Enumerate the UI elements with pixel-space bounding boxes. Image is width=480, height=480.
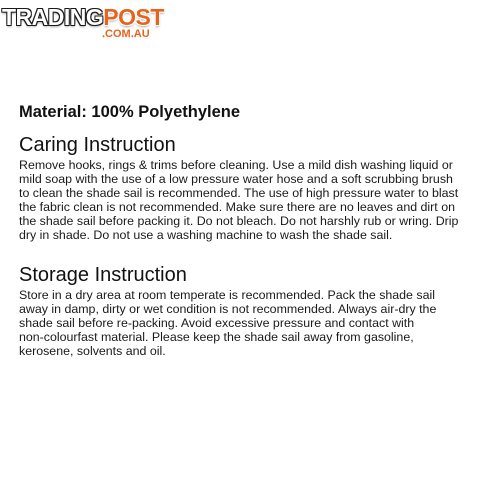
caring-line: Remove hooks, rings & trims before cleaning. Use a mild dish washing liquid or [19,158,453,172]
tradingpost-logo [2,4,172,44]
storage-section [19,264,469,359]
caring-line: dry in shade. Do not use a washing machine to wash the shade sail. [19,227,393,242]
storage-line: shade sail before re-packing. Avoid excessive pressure and contact with [19,316,415,331]
caring-line: mild soap with the use of a low pressure water hose and a soft scrubbing brush [19,171,453,186]
logo-post-text: POST [103,4,164,30]
instructions-content [19,102,469,359]
caring-title: Caring Instruction [19,134,176,156]
caring-line: the fabric clean is not recommended. Make sure there are no leaves and dirt on [19,199,455,214]
storage-line: away in damp, dirty or wet condition is not recommended. Always air-dry the [19,302,437,317]
caring-line: the shade sail before packing it. Do not bleach. Do not harshly rub or wring. Drip [19,213,459,228]
storage-line: Store in a dry area at room temperate is recommended. Pack the shade sail [19,288,435,303]
logo-wordmark [2,4,164,30]
storage-line: non-colourfast material. Please keep the shade sail away from gasoline, [19,330,414,345]
storage-line: kerosene, solvents and oil. [19,344,166,359]
caring-paragraph [19,159,469,242]
caring-section [19,134,469,242]
storage-paragraph [19,289,469,359]
storage-title: Storage Instruction [19,264,187,287]
logo-domain-text: .COM.AU [102,28,150,40]
logo-trading-text: TRADING [2,4,104,30]
material-heading: Material: 100% Polyethylene [19,103,241,121]
caring-line: to clean the shade sail is recommended. The use of high pressure water to blast [19,185,459,200]
